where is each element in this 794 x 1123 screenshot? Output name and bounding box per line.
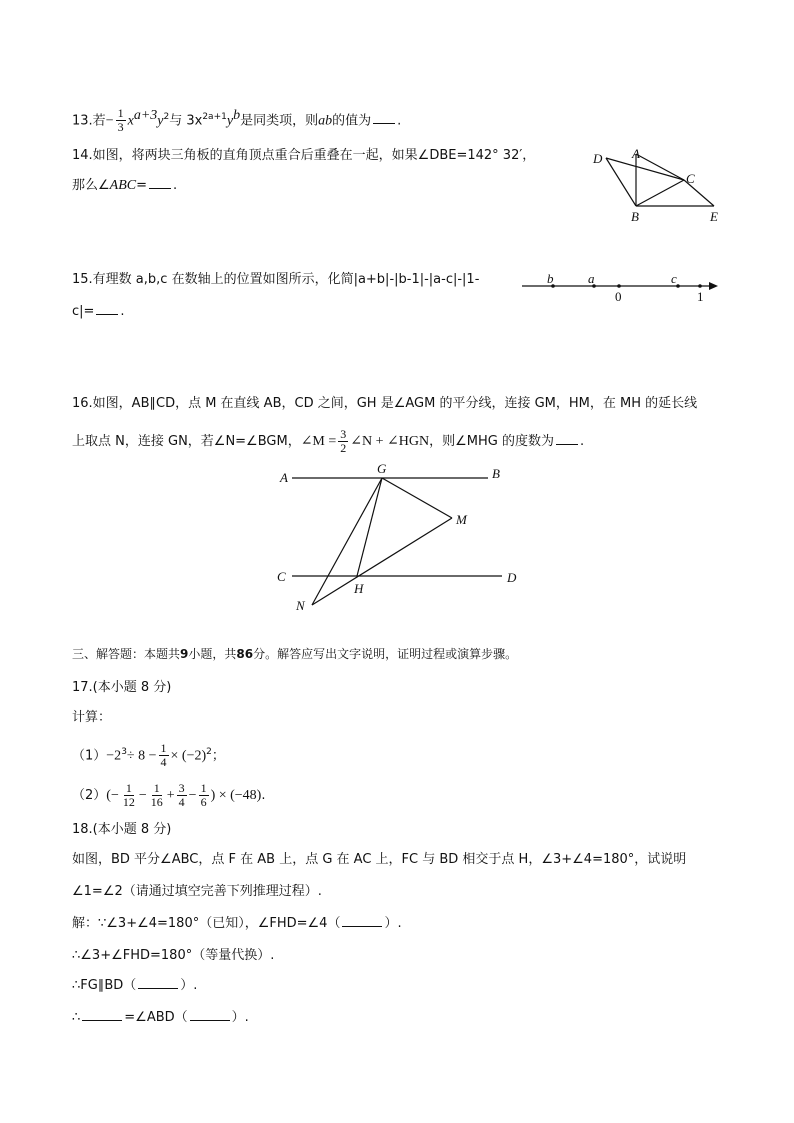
reason-blank-2[interactable]: [138, 976, 178, 989]
svg-text:c: c: [671, 271, 677, 286]
svg-text:B: B: [631, 209, 639, 224]
question-13: 13.若− $\frac{1}{3}$ $x^{a+3}y^2$与 $3x^{2a+1}y^b$是同类项，则ab的值为 .: [72, 106, 402, 135]
svg-text:A: A: [632, 146, 640, 161]
question-18-title: 18.(本小题 8 分): [72, 822, 172, 837]
svg-text:C: C: [277, 569, 286, 584]
q13-prefix: 13.若: [72, 113, 106, 129]
reason-blank-3[interactable]: [190, 1008, 230, 1021]
question-17-part1: $(1)-2^3\div 8$ − $\frac{1}{4}$ × $(-2)^2$；: [72, 741, 225, 770]
section-3-heading: 三、解答题：本题共9小题，共86分。解答应写出文字说明，证明过程或演算步骤。: [72, 647, 518, 661]
svg-text:H: H: [354, 581, 364, 596]
q14-triangle-figure: [588, 146, 728, 228]
svg-text:b: b: [547, 271, 554, 286]
q13-answer-blank[interactable]: [373, 111, 395, 124]
svg-text:B: B: [492, 466, 500, 481]
svg-text:1: 1: [697, 289, 704, 304]
svg-text:a: a: [588, 271, 595, 286]
q15-answer-blank[interactable]: [96, 302, 118, 315]
q15-number-line: [518, 270, 728, 306]
question-18-step2: ∴∠3+∠FHD=180°（等量代换）.: [72, 948, 275, 963]
svg-text:E: E: [710, 209, 718, 224]
question-17-intro: 计算：: [72, 710, 112, 725]
q16-answer-blank[interactable]: [556, 432, 578, 445]
question-17-part2: （2）(− $\frac{1}{12}$ − $\frac{1}{16}$ + $\frac{3}{4}$ − $\frac{1}{6}$ ) × (−48).: [72, 781, 266, 809]
svg-text:G: G: [377, 461, 387, 476]
svg-text:C: C: [686, 171, 695, 186]
question-18-line2: ∠1=∠2（请通过填空完善下列推理过程）.: [72, 884, 322, 899]
question-18-step1: 解：∵∠3+∠4=180°（已知），∠FHD=∠4（ ）.: [72, 916, 402, 931]
angle-blank[interactable]: [82, 1008, 122, 1021]
q16-parallel-lines-figure: [270, 460, 530, 615]
question-17-title: 17.(本小题 8 分): [72, 680, 172, 695]
q13-fraction: $\frac{1}{3}$: [117, 106, 124, 135]
svg-text:A: A: [280, 470, 288, 485]
q16-fraction: $\frac{3}{2}$: [340, 427, 347, 455]
question-15-line1: 15.有理数 a,b,c 在数轴上的位置如图所示，化简|a+b|-|b-1|-|a-c|-|1-: [72, 272, 480, 287]
svg-text:0: 0: [615, 289, 622, 304]
svg-text:M: M: [456, 512, 467, 527]
question-18-step3: ∴FG∥BD（ ）.: [72, 978, 198, 993]
svg-text:D: D: [593, 151, 603, 166]
question-14-line1: 14.如图，将两块三角板的直角顶点重合后重叠在一起，如果∠DBE=142° 32′，: [72, 148, 536, 163]
question-18-step4: ∴ =∠ABD（ ）.: [72, 1010, 249, 1025]
question-18-line1: 如图，BD 平分∠ABC，点 F 在 AB 上，点 G 在 AC 上，FC 与 BD 相交于点 H，∠3+∠4=180°，试说明: [72, 852, 687, 867]
question-15-line2: c|= .: [72, 304, 125, 319]
svg-text:N: N: [296, 598, 305, 613]
reason-blank-1[interactable]: [342, 914, 382, 927]
question-14-line2: 那么∠ABC= .: [72, 178, 178, 193]
svg-text:D: D: [507, 570, 517, 585]
question-16-line2: 上取点 N，连接 GN，若∠N=∠BGM，∠M = $\frac{3}{2}$ ∠N + ∠HGN，则∠MHG 的度数为 .: [72, 427, 585, 455]
q14-answer-blank[interactable]: [149, 176, 171, 189]
question-16-line1: 16.如图，AB∥CD，点 M 在直线 AB，CD 之间，GH 是∠AGM 的平分线，连接 GM，HM，在 MH 的延长线: [72, 396, 698, 411]
